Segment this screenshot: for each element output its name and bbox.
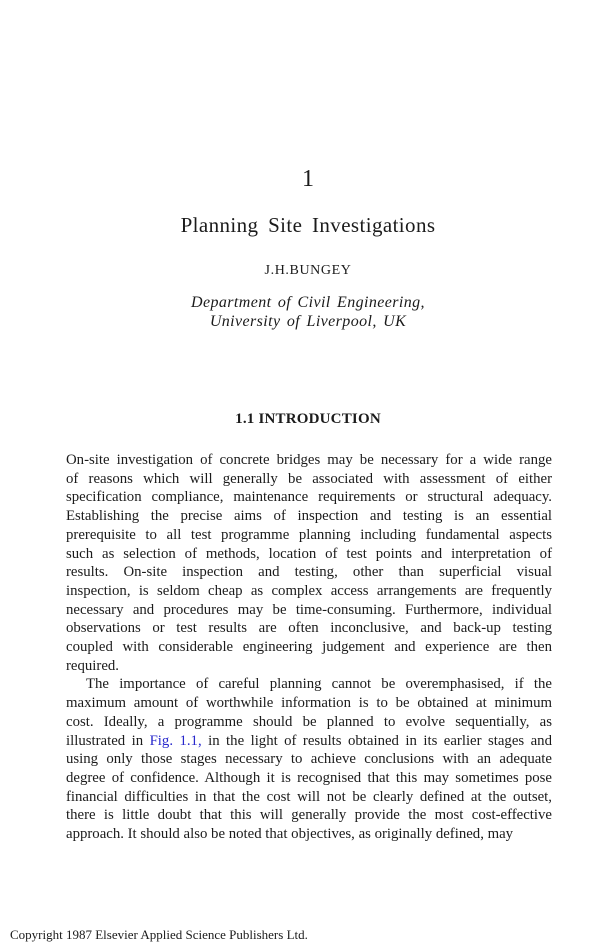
chapter-title: Planning Site Investigations — [180, 213, 436, 237]
paragraph — [66, 451, 552, 675]
paragraph — [66, 675, 552, 843]
text-line: On-site investigation of concrete bridges may be necessary for a wide range — [66, 452, 552, 468]
text-line: coupled with considerable engineering judgement and experience are then — [66, 639, 552, 656]
text-line: observations or test results are often inconclusive, and back-up testing — [66, 620, 552, 637]
chapter-number: 1 — [302, 166, 314, 192]
text-line: approach. It should also be noted that objectives, as originally defined, may — [66, 826, 514, 843]
text-line: The importance of careful planning cannot be overemphasised, if the — [86, 676, 552, 693]
text-line: results. On-site inspection and testing, other than superficial visual — [66, 564, 552, 581]
author-name: J.H.BUNGEY — [264, 263, 352, 278]
text-line: there is little doubt that this will generally provide the most cost-effective — [66, 807, 552, 824]
text-line: maximum amount of worthwhile information is to be obtained at minimum — [66, 695, 552, 712]
copyright-notice: Copyright 1987 Elsevier Applied Science Publishers Ltd. — [10, 927, 308, 942]
text-line: illustrated in Fig. 1.1, in the light of results obtained in its earlier stages and — [66, 732, 552, 749]
author-affiliation — [0, 293, 616, 331]
text-line: of reasons which will generally be associated with assessment of either — [66, 470, 552, 487]
affiliation-line-department: Department of Civil Engineering, — [191, 294, 425, 311]
text-line: Establishing the precise aims of inspection and testing is an essential — [66, 508, 552, 525]
text-line: cost. Ideally, a programme should be planned to evolve sequentially, as — [66, 713, 552, 730]
affiliation-line-university: University of Liverpool, UK — [209, 313, 407, 330]
body-text — [66, 451, 552, 844]
figure-1-1-link[interactable]: Fig. 1.1, — [149, 732, 202, 749]
text-line: such as selection of methods, location of test points and interpretation of — [66, 545, 552, 562]
text-line: using only those stages necessary to achieve conclusions with an adequate — [66, 751, 552, 768]
text-line: prerequisite to all test programme planning including fundamental aspects — [66, 526, 552, 543]
text-line: degree of confidence. Although it is recognised that this may sometimes pose — [66, 769, 552, 786]
text-line: specification compliance, maintenance requirements or structural adequacy. — [66, 489, 552, 506]
text-line: inspection, is seldom cheap as complex access arrangements are frequently — [66, 582, 552, 599]
text-line: necessary and procedures may be time-consuming. Furthermore, individual — [66, 601, 552, 618]
text-line: financial difficulties in that the cost will not be clearly defined at the outset, — [66, 788, 552, 805]
section-heading: 1.1 INTRODUCTION — [235, 411, 381, 427]
text-line: required. — [66, 657, 119, 674]
